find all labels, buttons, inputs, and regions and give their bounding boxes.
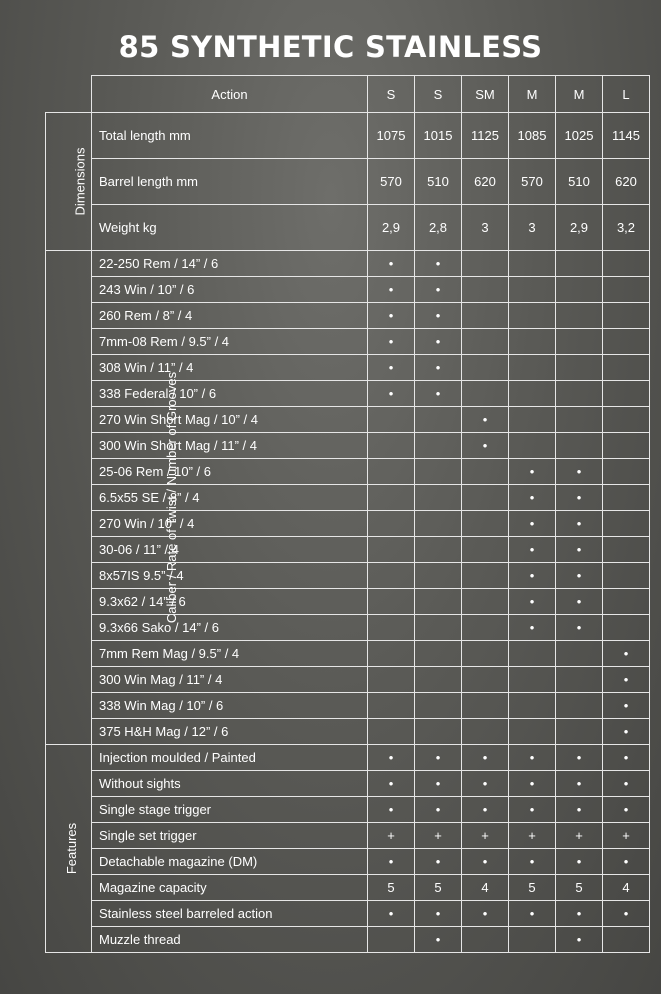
- value-cell: [509, 693, 556, 719]
- value-cell: •: [509, 615, 556, 641]
- value-cell: [368, 485, 415, 511]
- row-label: Without sights: [92, 771, 368, 797]
- value-cell: •: [556, 485, 603, 511]
- value-cell: •: [368, 251, 415, 277]
- value-cell: [462, 251, 509, 277]
- dimension-row: [46, 205, 650, 251]
- value-cell: [368, 459, 415, 485]
- value-cell: [603, 433, 650, 459]
- value-cell: •: [556, 459, 603, 485]
- value-cell: [415, 485, 462, 511]
- value-cell: •: [509, 849, 556, 875]
- value-cell: •: [415, 381, 462, 407]
- value-cell: [462, 693, 509, 719]
- row-label: Detachable magazine (DM): [92, 849, 368, 875]
- feature-row: [46, 771, 650, 797]
- row-label: 300 Win Mag / 11” / 4: [92, 667, 368, 693]
- value-cell: [415, 563, 462, 589]
- value-cell: [603, 511, 650, 537]
- value-cell: [368, 615, 415, 641]
- caliber-row: [46, 277, 650, 303]
- feature-row: [46, 927, 650, 953]
- value-cell: 1145: [603, 113, 650, 159]
- value-cell: [462, 927, 509, 953]
- row-label: 375 H&H Mag / 12” / 6: [92, 719, 368, 745]
- value-cell: •: [415, 901, 462, 927]
- value-cell: [368, 927, 415, 953]
- value-cell: 1085: [509, 113, 556, 159]
- caliber-row: [46, 355, 650, 381]
- caliber-group-label: Caliber / Rate of Twist / Number of Grooves: [164, 371, 180, 624]
- value-cell: •: [368, 901, 415, 927]
- value-cell: •: [415, 797, 462, 823]
- value-cell: •: [556, 537, 603, 563]
- value-cell: [462, 641, 509, 667]
- value-cell: •: [556, 745, 603, 771]
- value-cell: [603, 615, 650, 641]
- value-cell: +: [509, 823, 556, 849]
- value-cell: •: [556, 771, 603, 797]
- value-cell: •: [556, 589, 603, 615]
- value-cell: [368, 407, 415, 433]
- value-cell: •: [509, 771, 556, 797]
- value-cell: •: [368, 355, 415, 381]
- caliber-row: [46, 251, 650, 277]
- value-cell: [368, 589, 415, 615]
- row-label: 338 Federal / 10” / 6: [92, 381, 368, 407]
- value-cell: •: [556, 797, 603, 823]
- feature-row: [46, 901, 650, 927]
- value-cell: [603, 537, 650, 563]
- value-cell: +: [462, 823, 509, 849]
- value-cell: 570: [368, 159, 415, 205]
- row-label: Total length mm: [92, 113, 368, 159]
- value-cell: •: [509, 797, 556, 823]
- value-cell: •: [415, 251, 462, 277]
- value-cell: [415, 667, 462, 693]
- dimensions-group: [46, 113, 92, 251]
- value-cell: [509, 381, 556, 407]
- value-cell: 4: [462, 875, 509, 901]
- value-cell: [556, 303, 603, 329]
- row-label: 9.3x62 / 14” / 6: [92, 589, 368, 615]
- value-cell: +: [603, 823, 650, 849]
- value-cell: +: [556, 823, 603, 849]
- value-cell: [603, 407, 650, 433]
- value-cell: •: [415, 771, 462, 797]
- value-cell: 510: [415, 159, 462, 205]
- action-column-header: S: [368, 76, 415, 113]
- value-cell: [509, 407, 556, 433]
- value-cell: •: [368, 797, 415, 823]
- value-cell: •: [603, 641, 650, 667]
- value-cell: •: [603, 849, 650, 875]
- value-cell: •: [509, 459, 556, 485]
- value-cell: 3,2: [603, 205, 650, 251]
- value-cell: [415, 641, 462, 667]
- features-group-label: Features: [64, 822, 80, 875]
- value-cell: •: [556, 511, 603, 537]
- value-cell: [415, 615, 462, 641]
- row-label: Magazine capacity: [92, 875, 368, 901]
- value-cell: +: [368, 823, 415, 849]
- row-label: 6.5x55 SE / 8” / 4: [92, 485, 368, 511]
- value-cell: •: [603, 797, 650, 823]
- row-label: 308 Win / 11” / 4: [92, 355, 368, 381]
- value-cell: •: [462, 849, 509, 875]
- value-cell: •: [462, 433, 509, 459]
- caliber-row: [46, 641, 650, 667]
- row-label: 260 Rem / 8” / 4: [92, 303, 368, 329]
- row-label: Muzzle thread: [92, 927, 368, 953]
- value-cell: •: [509, 485, 556, 511]
- value-cell: [415, 459, 462, 485]
- row-label: 22-250 Rem / 14” / 6: [92, 251, 368, 277]
- value-cell: 510: [556, 159, 603, 205]
- value-cell: [509, 303, 556, 329]
- value-cell: •: [603, 771, 650, 797]
- value-cell: [603, 329, 650, 355]
- row-label: Injection moulded / Painted: [92, 745, 368, 771]
- value-cell: [462, 303, 509, 329]
- value-cell: •: [556, 927, 603, 953]
- value-cell: •: [556, 563, 603, 589]
- value-cell: [556, 277, 603, 303]
- value-cell: •: [509, 511, 556, 537]
- caliber-row: [46, 459, 650, 485]
- row-label: Stainless steel barreled action: [92, 901, 368, 927]
- caliber-row: [46, 693, 650, 719]
- value-cell: 5: [368, 875, 415, 901]
- value-cell: •: [368, 771, 415, 797]
- row-label: Single set trigger: [92, 823, 368, 849]
- value-cell: [368, 563, 415, 589]
- feature-row: [46, 745, 650, 771]
- value-cell: [603, 563, 650, 589]
- value-cell: •: [603, 745, 650, 771]
- row-label: 300 Win Short Mag / 11” / 4: [92, 433, 368, 459]
- value-cell: [462, 277, 509, 303]
- value-cell: •: [603, 693, 650, 719]
- value-cell: [462, 329, 509, 355]
- value-cell: [415, 433, 462, 459]
- value-cell: [556, 407, 603, 433]
- value-cell: 3: [462, 205, 509, 251]
- row-label: 30-06 / 11” / 4: [92, 537, 368, 563]
- value-cell: [556, 667, 603, 693]
- value-cell: [462, 719, 509, 745]
- action-column-header: L: [603, 76, 650, 113]
- value-cell: [556, 251, 603, 277]
- value-cell: 1075: [368, 113, 415, 159]
- caliber-row: [46, 303, 650, 329]
- value-cell: [509, 251, 556, 277]
- value-cell: [603, 485, 650, 511]
- row-label: 25-06 Rem / 10” / 6: [92, 459, 368, 485]
- caliber-row: [46, 329, 650, 355]
- action-column-header: S: [415, 76, 462, 113]
- value-cell: 620: [603, 159, 650, 205]
- feature-row: [46, 797, 650, 823]
- value-cell: [462, 459, 509, 485]
- value-cell: •: [368, 745, 415, 771]
- row-label: 9.3x66 Sako / 14” / 6: [92, 615, 368, 641]
- dimensions-group-label: Dimensions: [72, 147, 88, 216]
- value-cell: [462, 615, 509, 641]
- caliber-row: [46, 407, 650, 433]
- caliber-row: [46, 485, 650, 511]
- value-cell: 1125: [462, 113, 509, 159]
- value-cell: [462, 511, 509, 537]
- caliber-row: [46, 589, 650, 615]
- value-cell: +: [415, 823, 462, 849]
- value-cell: 620: [462, 159, 509, 205]
- row-label: 243 Win / 10” / 6: [92, 277, 368, 303]
- value-cell: [368, 719, 415, 745]
- value-cell: •: [556, 615, 603, 641]
- features-group: [46, 745, 92, 953]
- row-label: 270 Win / 10” / 4: [92, 511, 368, 537]
- value-cell: [603, 381, 650, 407]
- value-cell: •: [368, 381, 415, 407]
- caliber-row: [46, 381, 650, 407]
- value-cell: 570: [509, 159, 556, 205]
- value-cell: [368, 433, 415, 459]
- value-cell: •: [415, 927, 462, 953]
- row-label: 7mm-08 Rem / 9.5” / 4: [92, 329, 368, 355]
- value-cell: [509, 667, 556, 693]
- value-cell: •: [368, 303, 415, 329]
- action-header: Action: [92, 76, 368, 113]
- spec-table: [45, 75, 650, 953]
- header-corner: [46, 76, 92, 113]
- value-cell: [368, 511, 415, 537]
- value-cell: •: [415, 355, 462, 381]
- action-column-header: M: [556, 76, 603, 113]
- value-cell: [462, 355, 509, 381]
- value-cell: [556, 329, 603, 355]
- value-cell: •: [415, 303, 462, 329]
- value-cell: [415, 693, 462, 719]
- value-cell: [368, 693, 415, 719]
- value-cell: [509, 641, 556, 667]
- value-cell: [415, 407, 462, 433]
- value-cell: •: [603, 667, 650, 693]
- value-cell: [509, 329, 556, 355]
- value-cell: [603, 303, 650, 329]
- caliber-row: [46, 537, 650, 563]
- value-cell: •: [415, 745, 462, 771]
- value-cell: 1025: [556, 113, 603, 159]
- value-cell: 2,9: [556, 205, 603, 251]
- caliber-row: [46, 563, 650, 589]
- value-cell: •: [462, 901, 509, 927]
- action-column-header: SM: [462, 76, 509, 113]
- value-cell: •: [509, 589, 556, 615]
- value-cell: [368, 667, 415, 693]
- value-cell: [509, 927, 556, 953]
- value-cell: 2,8: [415, 205, 462, 251]
- value-cell: [415, 537, 462, 563]
- feature-row: [46, 875, 650, 901]
- value-cell: •: [603, 901, 650, 927]
- value-cell: •: [462, 745, 509, 771]
- value-cell: •: [415, 277, 462, 303]
- row-label: 270 Win Short Mag / 10” / 4: [92, 407, 368, 433]
- value-cell: [462, 537, 509, 563]
- value-cell: [509, 355, 556, 381]
- value-cell: [368, 641, 415, 667]
- value-cell: 5: [509, 875, 556, 901]
- value-cell: [415, 589, 462, 615]
- row-label: Single stage trigger: [92, 797, 368, 823]
- value-cell: [603, 589, 650, 615]
- feature-row: [46, 849, 650, 875]
- caliber-row: [46, 615, 650, 641]
- value-cell: [603, 251, 650, 277]
- value-cell: 1015: [415, 113, 462, 159]
- row-label: Weight kg: [92, 205, 368, 251]
- value-cell: •: [462, 407, 509, 433]
- value-cell: •: [509, 537, 556, 563]
- value-cell: [556, 433, 603, 459]
- page-title: 85 SYNTHETIC STAINLESS: [118, 30, 543, 64]
- value-cell: •: [556, 901, 603, 927]
- value-cell: [556, 641, 603, 667]
- row-label: Barrel length mm: [92, 159, 368, 205]
- header-row: [46, 76, 650, 113]
- caliber-row: [46, 719, 650, 745]
- value-cell: [415, 719, 462, 745]
- value-cell: [415, 511, 462, 537]
- value-cell: •: [462, 797, 509, 823]
- dimension-row: [46, 159, 650, 205]
- value-cell: 5: [556, 875, 603, 901]
- caliber-row: [46, 667, 650, 693]
- action-column-header: M: [509, 76, 556, 113]
- value-cell: 5: [415, 875, 462, 901]
- value-cell: [509, 719, 556, 745]
- row-label: 338 Win Mag / 10” / 6: [92, 693, 368, 719]
- value-cell: •: [462, 771, 509, 797]
- value-cell: [556, 381, 603, 407]
- value-cell: [556, 355, 603, 381]
- value-cell: [603, 355, 650, 381]
- value-cell: •: [415, 849, 462, 875]
- value-cell: [462, 589, 509, 615]
- value-cell: •: [509, 563, 556, 589]
- feature-row: [46, 823, 650, 849]
- value-cell: [462, 563, 509, 589]
- value-cell: [556, 719, 603, 745]
- value-cell: •: [603, 719, 650, 745]
- value-cell: •: [368, 329, 415, 355]
- value-cell: [462, 667, 509, 693]
- value-cell: •: [509, 745, 556, 771]
- value-cell: •: [415, 329, 462, 355]
- caliber-row: [46, 511, 650, 537]
- value-cell: •: [368, 849, 415, 875]
- value-cell: •: [556, 849, 603, 875]
- value-cell: [556, 693, 603, 719]
- value-cell: •: [368, 277, 415, 303]
- value-cell: [462, 485, 509, 511]
- value-cell: [368, 537, 415, 563]
- value-cell: [509, 277, 556, 303]
- value-cell: 2,9: [368, 205, 415, 251]
- value-cell: [462, 381, 509, 407]
- row-label: 7mm Rem Mag / 9.5” / 4: [92, 641, 368, 667]
- value-cell: [603, 277, 650, 303]
- value-cell: [509, 433, 556, 459]
- value-cell: [603, 459, 650, 485]
- value-cell: [603, 927, 650, 953]
- row-label: 8x57IS 9.5” / 4: [92, 563, 368, 589]
- dimension-row: [46, 113, 650, 159]
- value-cell: 3: [509, 205, 556, 251]
- value-cell: 4: [603, 875, 650, 901]
- caliber-row: [46, 433, 650, 459]
- value-cell: •: [509, 901, 556, 927]
